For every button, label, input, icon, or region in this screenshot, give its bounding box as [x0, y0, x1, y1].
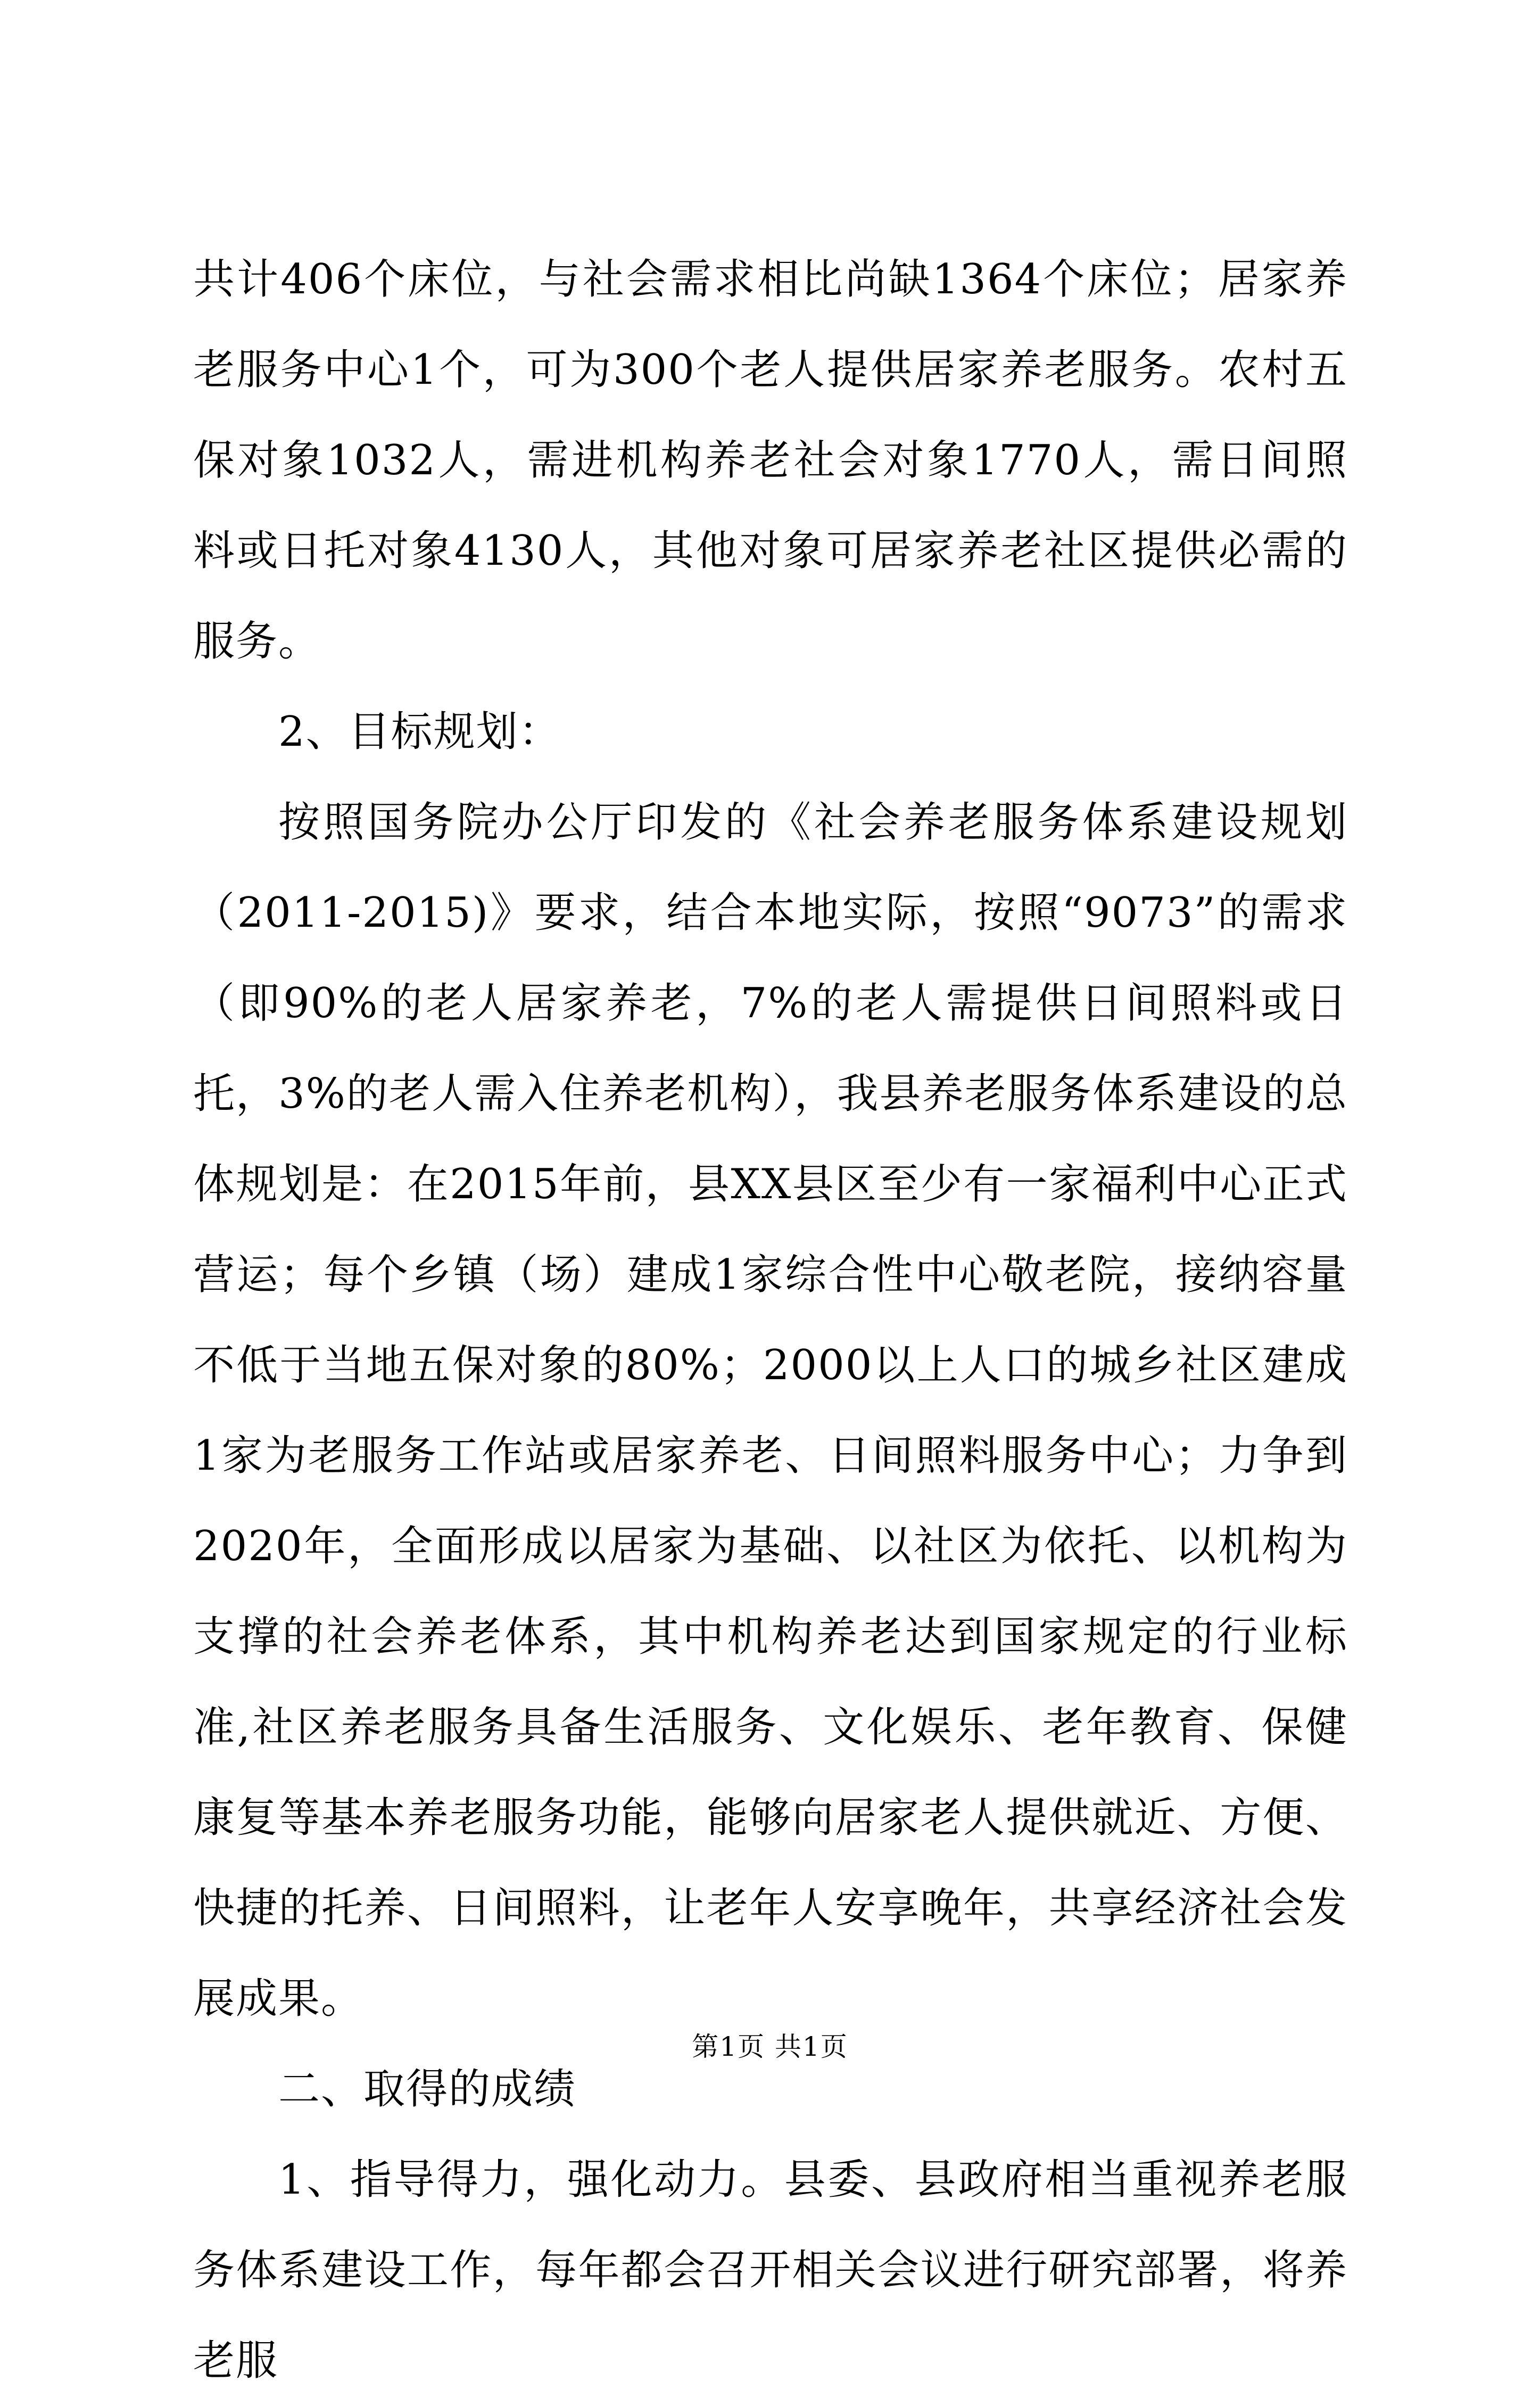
paragraph-2-heading: 2、目标规划：: [278, 708, 561, 756]
paragraph-4-heading: 二、取得的成绩: [278, 2065, 577, 2113]
paragraph-3: 按照国务院办公厅印发的《社会养老服务体系建设规划（2011-2015)》要求，结合本地实际，按照“9073”的需求（即90%的老人居家养老，7%的老人需提供日间照料或日托，3%的老人需入住养老机构），我县养老服务体系建设的总体规划是：在2015年前，县XX县区至少有一家福利中心正式营运；每个乡镇（场）建成1家综合性中心敬老院，接纳容量不低于当地五保对象的80%；2000以上人口的城乡社区建成1家为老服务工作站或居家养老、日间照料服务中心；力争到2020年，全面形成以居家为基础、以社区为依托、以机构为支撑的社会养老体系，其中机构养老达到国家规定的行业标准,社区养老服务具备生活服务、文化娱乐、老年教育、保健康复等基本养老服务功能，能够向居家老人提供就近、方便、快捷的托养、日间照料，让老年人安享晚年，共享经济社会发展成果。: [193, 798, 1348, 2023]
page-number-label: 第1页 共1页: [692, 2031, 848, 2062]
page-footer: [0, 2028, 1540, 2065]
document-body: [193, 234, 1348, 2406]
paragraph-5: 1、指导得力，强化动力。县委、县政府相当重视养老服务体系建设工作，每年都会召开相关会议进行研究部署，将养老服: [193, 2156, 1348, 2385]
paragraph-1: 共计406个床位，与社会需求相比尚缺1364个床位；居家养老服务中心1个，可为300个老人提供居家养老服务。农村五保对象1032人，需进机构养老社会对象1770人，需日间照料或日托对象4130人，其他对象可居家养老社区提供必需的服务。: [193, 256, 1348, 665]
